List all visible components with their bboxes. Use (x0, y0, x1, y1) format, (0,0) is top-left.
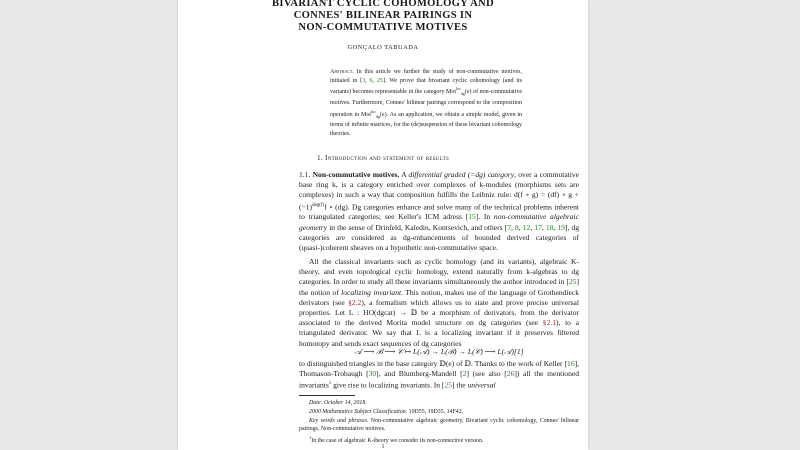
citation-link[interactable]: 18 (545, 222, 554, 232)
footnote-1: $^1$In the case of algebraic K-theory we consider its non-connective version. (309, 435, 484, 444)
abstract-label: Abstract. (330, 69, 354, 75)
abstract: Abstract. In this article we further the study of non-commutative motives, initiated in [3, 6, 25]. We prove that bivariant cyclic cohomology (and its variants) becomes representable in the category Mot$^{loc}_{dg}$(e) of non-commutative motives. Furthermore, Connes' bilinear pairings correspond to the composition operation in Mot$^{loc}_{dg}$(e). As an application, we obtain a simple model, given in terms of infinite matrices, for the (de)suspension of these bivariant cohomology theories. (330, 69, 523, 137)
subsection-number: 1.1. (299, 170, 311, 179)
citation-link[interactable]: 25 (568, 277, 577, 287)
section-heading: 1. Introduction and statement of results (316, 154, 450, 162)
paper-page (178, 0, 588, 450)
citation-link[interactable]: 26 (506, 369, 515, 379)
section-reference-link[interactable]: §2.2 (348, 297, 362, 307)
abstract-text: (e). As an application, we obtain a simple model, given in terms of infinite matrices, for the (de)suspension of these bivariant cohomology theories. (330, 111, 522, 137)
footnote-mark[interactable]: 1 (328, 381, 332, 387)
citation-link[interactable]: 2 (462, 369, 467, 379)
defined-term: localizing invariant (341, 287, 402, 297)
citation-link[interactable]: 6 (369, 77, 373, 84)
paragraph-2: All the classical invariants such as cyclic homology (and its variants), algebraic K-theory, and even topological cyclic homology, extend naturally from k-algebras to dg categories. In order to study all these invariants simultaneously the author introduced in [25] the notion of localizing invariant. This notion, makes use of the language of Grothendieck derivators (see §2.2), a formalism which allows us to state and prove precise universal properties. Let L : HO(dgcat) → 𝔻 be a morphism of derivators, from the derivator associated to the derived Morita model structure on dg categories (see §2.1), to a triangulated derivator. We say that L is a localizing invariant if it preserves filtered homotopy and sends exact sequences of dg categories (299, 257, 579, 348)
title-line-3: NON-COMMUTATIVE MOTIVES (298, 22, 468, 33)
citation-link[interactable]: 3 (362, 77, 366, 84)
subsection-title: Non-commutative motives. (312, 170, 400, 179)
citation-link[interactable]: 7 (507, 222, 511, 232)
abstract-text: ]. We prove that bivariant cyclic cohomology (and its variants) becomes representable in the category Mot (330, 77, 523, 96)
abstract-text: In this article we further the study of non-commutative motives, initiated in [ (330, 69, 522, 84)
footnote-divider (299, 395, 355, 396)
citation-link[interactable]: 19 (557, 222, 565, 232)
citation-link[interactable]: 16 (567, 359, 575, 368)
paragraph-1: 1.1. Non-commutative motives. A differential graded (=dg) category, over a commutative base ring k, is a category enriched over complexes of k-modules (morphisms sets are complexes) in such a way that composition fulfills the Leibniz rule: d(f ∘ g) = (df) ∘ $g + (-1)^{deg(f)}f$ ∘ (dg). Dg categories enhance and solve many of the technical problems inherent to triangulated categories; see Keller's ICM adress [15]. In non-commutative algebraic geometry in the sense of Drinfeld, Kaledin, Kontsevich, and others [7, 8, 12, 17, 18, 19], dg categories are considered as dg-enhancements of bounded derived categories of (quasi-)coherent sheaves on a hypothetic non-commutative space. (299, 170, 580, 252)
citation-link[interactable]: 15 (468, 212, 476, 222)
page-number: 1 (381, 444, 385, 450)
footnote-msc: 2000 Mathematics Subject Classification. 19D55, 19D35, 14F42. (309, 409, 464, 415)
citation-link[interactable]: 17 (534, 222, 542, 232)
author-name: GONÇALO TABUADA (347, 44, 419, 51)
citation-link[interactable]: 8 (514, 222, 519, 232)
defined-term: non-commutative algebraic geometry (299, 212, 579, 232)
footnote-date: Date: October 14, 2018. (309, 400, 367, 406)
citation-link[interactable]: 30 (368, 369, 377, 379)
defined-term: differential graded (=dg) category (408, 170, 515, 179)
citation-link[interactable]: 12 (522, 222, 531, 232)
defined-term: universal (467, 380, 496, 390)
abstract-text: (e) of non-commutative motives. Furthermore, Connes' bilinear pairings correspond to the composition operation in Mot (330, 89, 522, 118)
citation-link[interactable]: 25 (444, 380, 452, 390)
display-equation: 𝒜 ⟶ ℬ ⟶ 𝒞 ↦ L(𝒜) → L(ℬ) → L(𝒞) ⟶ L(𝒜)[1] (354, 347, 524, 356)
title-line-1: BIVARIANT CYCLIC COHOMOLOGY AND (272, 0, 494, 9)
section-reference-link[interactable]: §2.1 (542, 318, 557, 328)
citation-link[interactable]: 25 (376, 77, 383, 84)
footnote-keywords: Key words and phrases. Non-commutative algebraic geometry, Bivariant cyclic cohomology, Connes' bilinear pairings, Non-commutative motives. (299, 418, 579, 432)
paragraph-3: to distinguished triangles in the base category 𝔻(e) of 𝔻. Thanks to the work of Keller [16], Thomason-Trobaugh [30], and Blumberg-Mandell [2] (see also [26]) all the mentioned invariants$^1$ give rise to localizing invariants. In [25] the universal (299, 359, 579, 390)
title-line-2: CONNES' BILINEAR PAIRINGS IN (293, 10, 473, 21)
